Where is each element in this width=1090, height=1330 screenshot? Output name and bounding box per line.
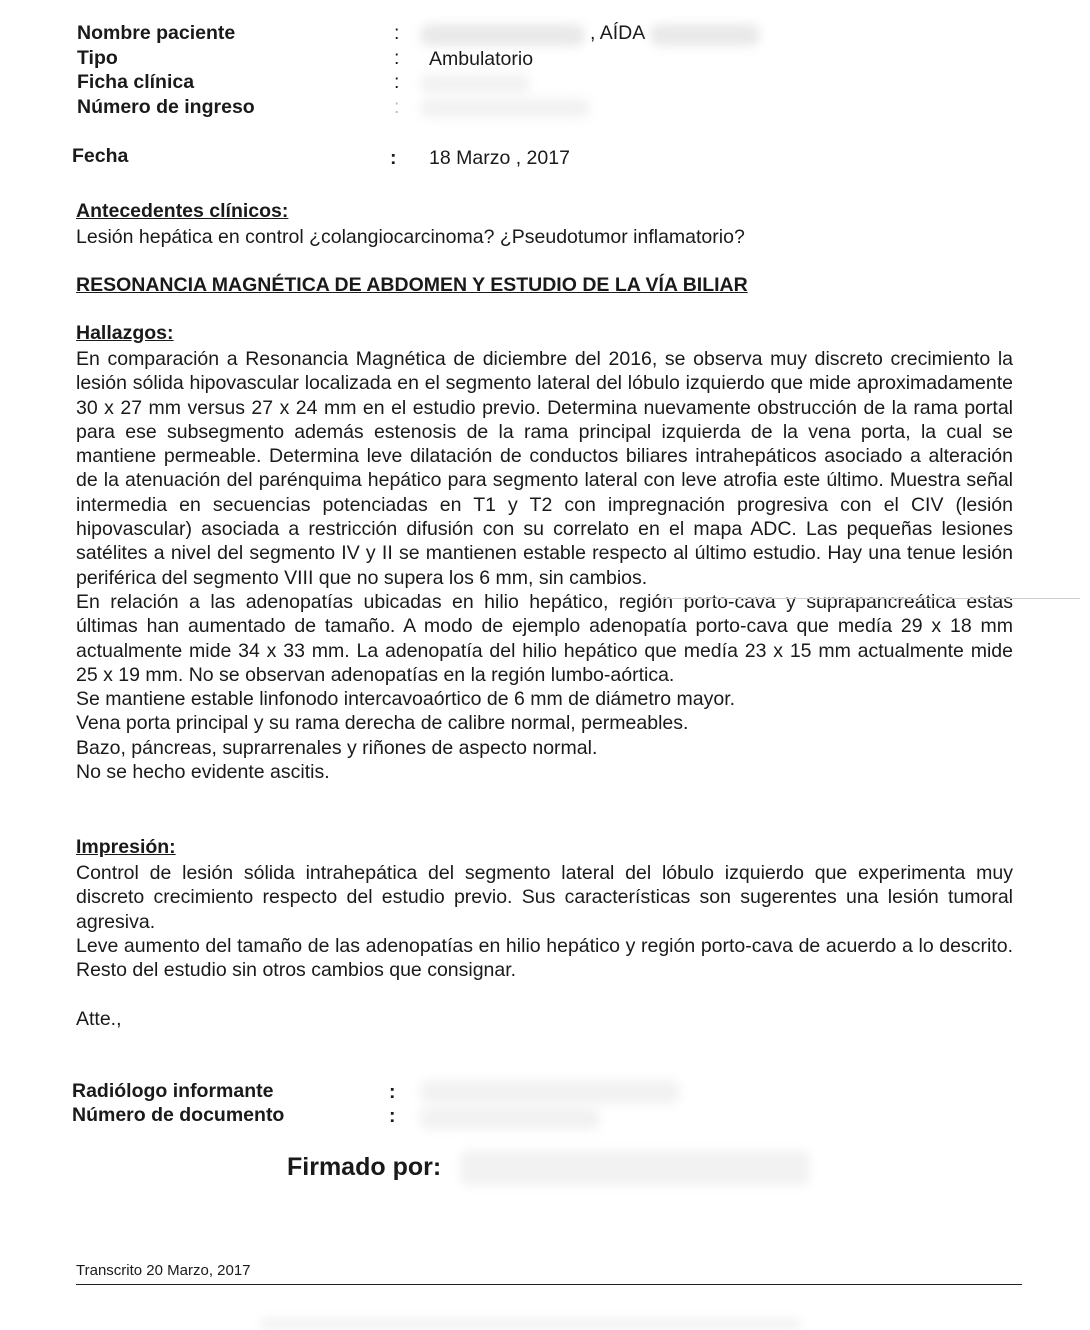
patient-type-label: Tipo xyxy=(77,47,118,69)
colon: : xyxy=(390,147,397,169)
patient-name-label: Nombre paciente xyxy=(77,22,236,44)
document-number-label: Número de documento xyxy=(72,1104,285,1126)
findings-body xyxy=(76,347,1013,784)
impression-paragraph: Control de lesión sólida intrahepática del segmento lateral del lóbulo izquierdo que experimenta muy discreto crecimiento respecto del estudio previo. Sus características son sugerentes una lesión tumoral agresiva. xyxy=(76,862,1013,933)
redacted-name xyxy=(420,24,585,46)
patient-type-value: Ambulatorio xyxy=(429,48,534,70)
impression-heading: Impresión: xyxy=(76,836,176,858)
impression-body xyxy=(76,861,1013,982)
findings-paragraph: No se hecho evidente ascitis. xyxy=(76,761,330,784)
footer-rule xyxy=(76,1284,1022,1285)
redacted-footer-text xyxy=(260,1318,800,1330)
closing-text: Atte., xyxy=(76,1008,122,1030)
signed-by-label: Firmado por: xyxy=(287,1153,442,1181)
findings-paragraph: En relación a las adenopatías ubicadas en hilio hepático, región porto-cava y suprapancreática estas últimas han aumentado de tamaño. A modo de ejemplo adenopatía porto-cava que medía 29 x 18 mm actualmente mide 34 x 33 mm. La adenopatía del hilio hepático que medía 23 x 15 mm actualmente mide 25 x 19 mm. No se observan adenopatías en la región lumbo-aórtica. xyxy=(76,590,1013,686)
background-text: Lesión hepática en control ¿colangiocarcinoma? ¿Pseudotumor inflamatorio? xyxy=(76,226,745,248)
redacted-radiologist xyxy=(420,1080,680,1104)
colon: : xyxy=(394,96,400,118)
redacted-admission xyxy=(420,98,590,118)
scan-artifact xyxy=(660,598,1080,599)
findings-heading: Hallazgos: xyxy=(76,322,174,344)
findings-paragraph: En comparación a Resonancia Magnética de diciembre del 2016, se observa muy discreto crecimiento la lesión sólida hipovascular localizada en el segmento lateral del lóbulo izquierdo que mide aproximadamente 30 x 27 mm versus 27 x 24 mm en el estudio previo. Determina nuevamente obstrucción de la rama portal para ese subsegmento además estenosis de la rama principal izquierda de la vena porta, la cual se mantiene permeable. Determina leve dilatación de conductos biliares intrahepáticos asociado a alteración de la atenuación del parénquima hepático para segmento lateral con leve atrofia este último. Muestra señal intermedia en secuencias potenciadas en T1 y T2 con impregnación progresiva con el CIV (lesión hipovascular) asociada a restricción difusión con su correlato en el mapa ADC. Las pequeñas lesiones satélites a nivel del segmento IV y II se mantienen estable respecto al último estudio. Hay una tenue lesión periférica del segmento VIII que no supera los 6 mm, sin cambios. xyxy=(76,348,1013,589)
colon: : xyxy=(394,47,400,69)
transcribed-date: Transcrito 20 Marzo, 2017 xyxy=(76,1262,251,1279)
redacted-document xyxy=(420,1106,600,1130)
patient-name-value: , AÍDA xyxy=(590,22,646,44)
redacted-signature xyxy=(460,1150,810,1186)
impression-paragraph: Leve aumento del tamaño de las adenopatías en hilio hepático y región porto-cava de acuerdo a lo descrito. Resto del estudio sin otros cambios que consignar. xyxy=(76,934,1013,982)
redacted-record xyxy=(420,74,530,94)
colon: : xyxy=(394,22,400,44)
radiologist-label: Radiólogo informante xyxy=(72,1080,274,1102)
colon: : xyxy=(389,1105,396,1127)
study-title: RESONANCIA MAGNÉTICA DE ABDOMEN Y ESTUDIO DE LA VÍA BILIAR xyxy=(76,274,748,296)
findings-paragraph: Vena porta principal y su rama derecha de calibre normal, permeables. xyxy=(76,712,689,735)
findings-paragraph: Bazo, páncreas, suprarrenales y riñones de aspecto normal. xyxy=(76,736,598,759)
admission-number-label: Número de ingreso xyxy=(77,96,255,118)
findings-paragraph: Se mantiene estable linfonodo intercavoaórtico de 6 mm de diámetro mayor. xyxy=(76,688,736,711)
date-label: Fecha xyxy=(72,145,129,167)
colon: : xyxy=(389,1081,396,1103)
background-heading: Antecedentes clínicos: xyxy=(76,200,289,222)
redacted-name-end xyxy=(650,24,760,46)
clinical-record-label: Ficha clínica xyxy=(77,71,195,93)
colon: : xyxy=(394,71,400,93)
date-value: 18 Marzo , 2017 xyxy=(429,147,570,169)
